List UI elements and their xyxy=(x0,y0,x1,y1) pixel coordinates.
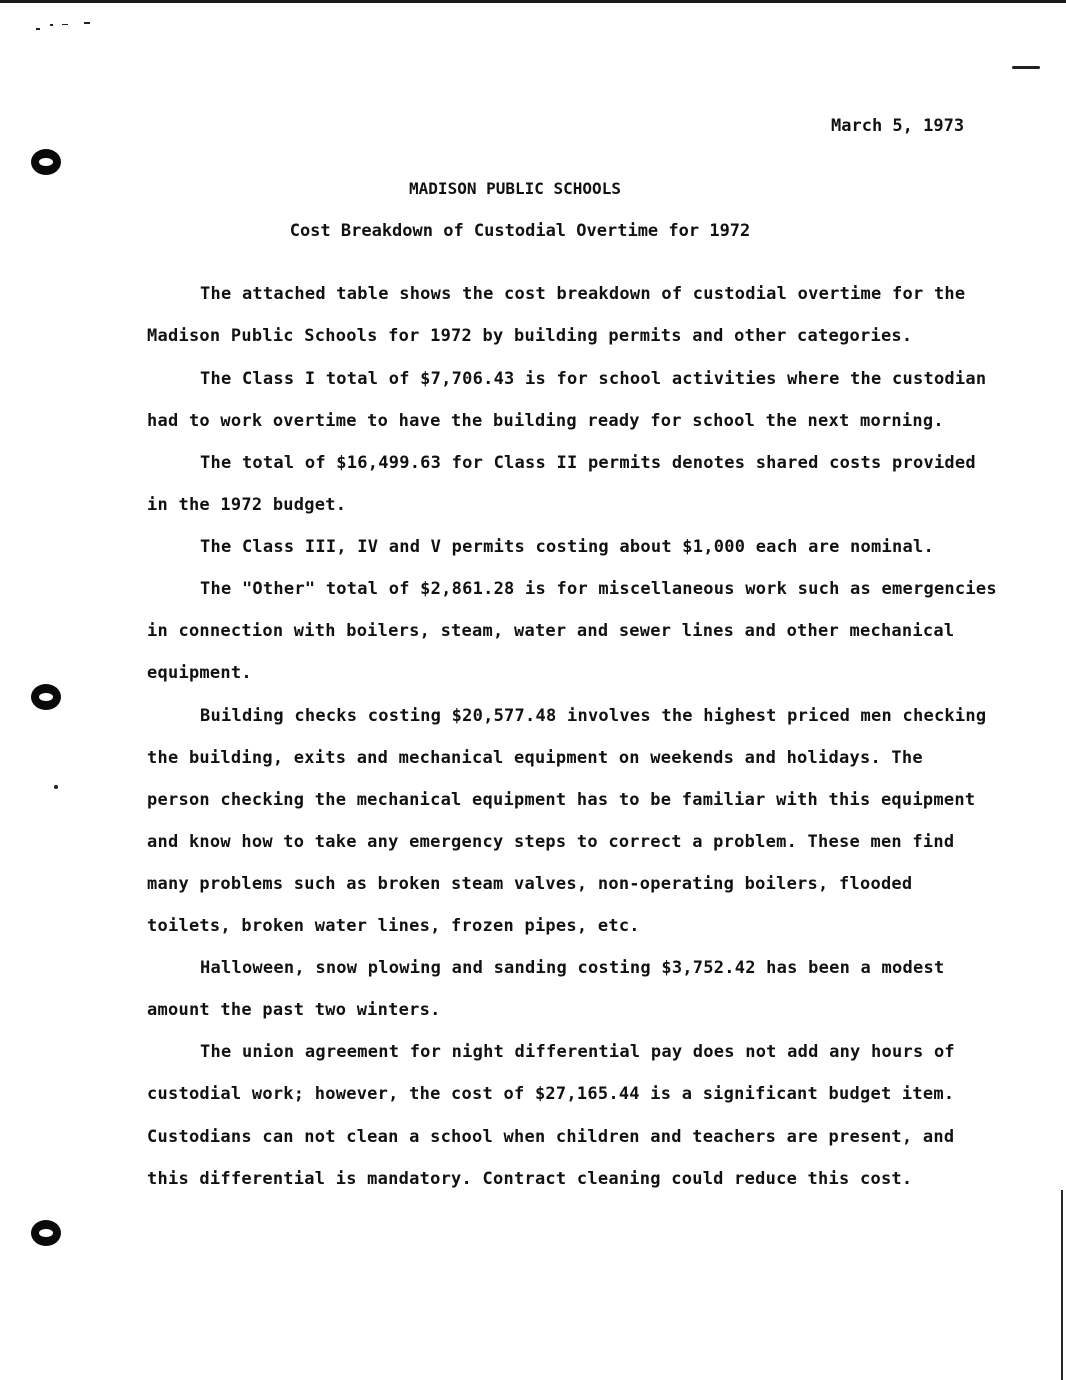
scan-speck xyxy=(1012,66,1040,69)
page-top-edge xyxy=(0,0,1066,3)
body-line: in connection with boilers, steam, water and sewer lines and other mechanical xyxy=(147,621,955,641)
body-line: The total of $16,499.63 for Class II permits denotes shared costs provided xyxy=(200,453,976,473)
body-line: The union agreement for night differential pay does not add any hours of xyxy=(200,1042,955,1062)
body-line: in the 1972 budget. xyxy=(147,495,347,515)
punch-hole xyxy=(31,149,61,175)
body-line: The Class I total of $7,706.43 is for school activities where the custodian xyxy=(200,369,987,389)
scan-speck xyxy=(62,24,68,25)
page-right-edge xyxy=(1061,1190,1063,1380)
body-line: Madison Public Schools for 1972 by building permits and other categories. xyxy=(147,326,913,346)
body-line: the building, exits and mechanical equipment on weekends and holidays. The xyxy=(147,748,923,768)
body-line: this differential is mandatory. Contract cleaning could reduce this cost. xyxy=(147,1169,913,1189)
punch-hole xyxy=(31,1220,61,1246)
body-line: many problems such as broken steam valves, non-operating boilers, flooded xyxy=(147,874,913,894)
document-date: March 5, 1973 xyxy=(831,116,965,136)
scan-speck xyxy=(36,28,40,30)
body-line: amount the past two winters. xyxy=(147,1000,441,1020)
scan-speck xyxy=(84,22,90,24)
body-line: The attached table shows the cost breakdown of custodial overtime for the xyxy=(200,284,966,304)
body-line: The Class III, IV and V permits costing about $1,000 each are nominal. xyxy=(200,537,934,557)
body-line: person checking the mechanical equipment has to be familiar with this equipment xyxy=(147,790,976,810)
punch-hole xyxy=(31,684,61,710)
body-line: equipment. xyxy=(147,663,252,683)
body-line: had to work overtime to have the building ready for school the next morning. xyxy=(147,411,944,431)
body-line: and know how to take any emergency steps to correct a problem. These men find xyxy=(147,832,955,852)
body-line: toilets, broken water lines, frozen pipes, etc. xyxy=(147,916,640,936)
body-line: Halloween, snow plowing and sanding costing $3,752.42 has been a modest xyxy=(200,958,945,978)
document-subtitle: Cost Breakdown of Custodial Overtime for 1972 xyxy=(289,221,751,241)
body-line: Custodians can not clean a school when children and teachers are present, and xyxy=(147,1127,955,1147)
body-line: The "Other" total of $2,861.28 is for miscellaneous work such as emergencies xyxy=(200,579,997,599)
scan-speck xyxy=(54,785,58,789)
document-title: MADISON PUBLIC SCHOOLS xyxy=(409,179,621,198)
scan-speck xyxy=(50,24,53,26)
body-line: custodial work; however, the cost of $27,165.44 is a significant budget item. xyxy=(147,1084,955,1104)
body-line: Building checks costing $20,577.48 involves the highest priced men checking xyxy=(200,706,987,726)
